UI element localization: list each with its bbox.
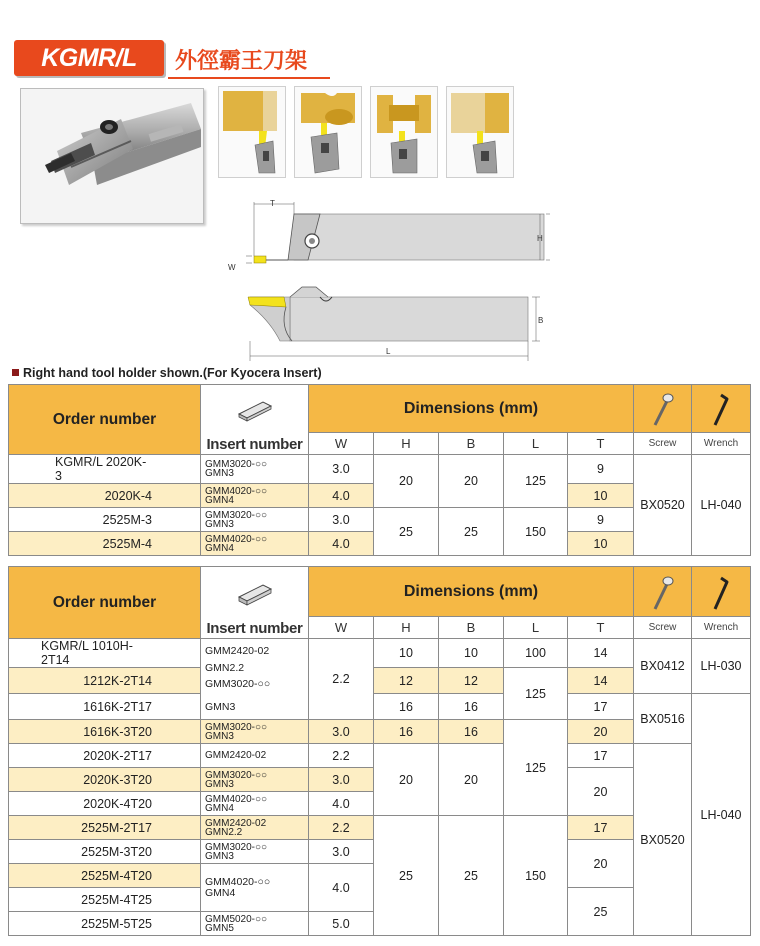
insert-number: GMM3020-○○ GMN3 bbox=[201, 720, 309, 744]
dim-label-b: B bbox=[538, 316, 544, 325]
col-header-l: L bbox=[504, 617, 568, 639]
order-number: 2525M-3 bbox=[9, 508, 201, 532]
dim-w: 4.0 bbox=[309, 792, 374, 816]
insert-number-header: Insert number bbox=[201, 433, 309, 455]
dim-t: 10 bbox=[568, 532, 634, 556]
brand-name: KGMR/L bbox=[41, 44, 137, 72]
dim-w: 2.2 bbox=[309, 816, 374, 840]
col-header-b: B bbox=[439, 617, 504, 639]
wrench-icon-cell bbox=[692, 385, 751, 433]
order-number-header: Order number bbox=[9, 385, 201, 455]
screw-icon-cell bbox=[634, 385, 692, 433]
title-underline bbox=[168, 77, 330, 79]
dim-b: 12 bbox=[439, 668, 504, 694]
dim-h: 16 bbox=[374, 694, 439, 720]
col-header-b: B bbox=[439, 433, 504, 455]
insert-number: GMM2420-02 GMN2.2 bbox=[201, 816, 309, 840]
dim-label-t: T bbox=[270, 199, 275, 208]
dim-t: 17 bbox=[568, 694, 634, 720]
col-header-l: L bbox=[504, 433, 568, 455]
dim-b: 16 bbox=[439, 720, 504, 744]
order-number: 2525M-4T25 bbox=[9, 888, 201, 912]
insert-number: GMM4020-○○ GMN4 bbox=[201, 484, 309, 508]
dim-w: 2.2 bbox=[309, 744, 374, 768]
insert-icon bbox=[235, 396, 275, 422]
dim-h: 25 bbox=[374, 508, 439, 556]
order-number: 1616K-2T17 bbox=[9, 694, 201, 720]
application-view-1 bbox=[218, 86, 286, 178]
insert-number: GMM2420-02 GMN2.2 GMM3020-○○ GMN3 bbox=[201, 639, 309, 720]
dim-w: 4.0 bbox=[309, 532, 374, 556]
dim-t: 20 bbox=[568, 840, 634, 888]
dim-t: 17 bbox=[568, 744, 634, 768]
dim-b: 10 bbox=[439, 639, 504, 668]
dim-l: 100 bbox=[504, 639, 568, 668]
dim-w: 2.2 bbox=[309, 639, 374, 720]
spec-table-1 bbox=[8, 384, 751, 556]
dim-t: 20 bbox=[568, 768, 634, 816]
order-number: 2525M-3T20 bbox=[9, 840, 201, 864]
dim-w: 3.0 bbox=[309, 455, 374, 484]
dim-w: 4.0 bbox=[309, 484, 374, 508]
order-number: 1616K-3T20 bbox=[9, 720, 201, 744]
note-text: Right hand tool holder shown.(For Kyocera Insert) bbox=[23, 366, 322, 380]
insert-icon-cell bbox=[201, 385, 309, 433]
screw-icon-cell bbox=[634, 567, 692, 617]
dim-h: 25 bbox=[374, 816, 439, 936]
dim-l: 125 bbox=[504, 668, 568, 720]
dim-h: 12 bbox=[374, 668, 439, 694]
dim-b: 20 bbox=[439, 744, 504, 816]
col-header-h: H bbox=[374, 617, 439, 639]
col-header-wrench: Wrench bbox=[692, 433, 751, 455]
wrench-icon-cell bbox=[692, 567, 751, 617]
wrench-icon bbox=[709, 573, 733, 611]
dim-t: 9 bbox=[568, 508, 634, 532]
dim-h: 20 bbox=[374, 455, 439, 508]
application-view-2 bbox=[294, 86, 362, 178]
screw-icon bbox=[651, 573, 675, 611]
dim-label-w: W bbox=[228, 263, 236, 272]
side-view-drawing bbox=[240, 283, 560, 370]
dim-t: 17 bbox=[568, 816, 634, 840]
application-views bbox=[218, 86, 514, 178]
table-row bbox=[9, 639, 751, 668]
order-number: 2020K-3T20 bbox=[9, 768, 201, 792]
dim-w: 3.0 bbox=[309, 720, 374, 744]
brand-logo bbox=[14, 40, 164, 76]
screw-part: BX0412 bbox=[634, 639, 692, 694]
dim-w: 3.0 bbox=[309, 768, 374, 792]
insert-number: GMM2420-02 bbox=[201, 744, 309, 768]
insert-number: GMM3020-○○ GMN3 bbox=[201, 840, 309, 864]
dim-label-l: L bbox=[386, 347, 391, 356]
col-header-screw: Screw bbox=[634, 433, 692, 455]
screw-icon bbox=[651, 391, 675, 427]
wrench-part: LH-040 bbox=[692, 455, 751, 556]
dim-t: 25 bbox=[568, 888, 634, 936]
dim-t: 10 bbox=[568, 484, 634, 508]
dim-label-h: H bbox=[537, 234, 543, 243]
dim-w: 3.0 bbox=[309, 508, 374, 532]
screw-part: BX0516 bbox=[634, 694, 692, 744]
application-view-4 bbox=[446, 86, 514, 178]
wrench-part: LH-030 bbox=[692, 639, 751, 694]
insert-icon-cell bbox=[201, 567, 309, 617]
col-header-screw: Screw bbox=[634, 617, 692, 639]
dim-t: 20 bbox=[568, 720, 634, 744]
order-number: 2020K-4T20 bbox=[9, 792, 201, 816]
order-number: 2525M-5T25 bbox=[9, 912, 201, 936]
wrench-icon bbox=[709, 391, 733, 427]
dim-h: 10 bbox=[374, 639, 439, 668]
dim-w: 5.0 bbox=[309, 912, 374, 936]
dim-b: 20 bbox=[439, 455, 504, 508]
insert-number: GMM4020-○○ GMN4 bbox=[201, 864, 309, 912]
table-row bbox=[9, 694, 751, 720]
product-photo bbox=[20, 88, 204, 224]
screw-part: BX0520 bbox=[634, 744, 692, 936]
insert-number: GMM3020-○○ GMN3 bbox=[201, 768, 309, 792]
col-header-w: W bbox=[309, 617, 374, 639]
application-view-3 bbox=[370, 86, 438, 178]
dim-w: 3.0 bbox=[309, 840, 374, 864]
insert-number: GMM4020-○○ GMN4 bbox=[201, 532, 309, 556]
col-header-h: H bbox=[374, 433, 439, 455]
order-number: 1212K-2T14 bbox=[9, 668, 201, 694]
table-row bbox=[9, 744, 751, 768]
insert-number: GMM4020-○○ GMN4 bbox=[201, 792, 309, 816]
dim-l: 150 bbox=[504, 816, 568, 936]
dim-h: 20 bbox=[374, 744, 439, 816]
insert-number-header: Insert number bbox=[201, 617, 309, 639]
order-number: 2525M-4T20 bbox=[9, 864, 201, 888]
order-number: 2020K-2T17 bbox=[9, 744, 201, 768]
wrench-part: LH-040 bbox=[692, 694, 751, 936]
dim-h: 16 bbox=[374, 720, 439, 744]
dim-l: 125 bbox=[504, 720, 568, 816]
insert-icon bbox=[235, 577, 275, 607]
col-header-t: T bbox=[568, 433, 634, 455]
dimensions-header: Dimensions (mm) bbox=[309, 567, 634, 617]
col-header-t: T bbox=[568, 617, 634, 639]
table-row bbox=[9, 455, 751, 484]
col-header-wrench: Wrench bbox=[692, 617, 751, 639]
dimensions-header: Dimensions (mm) bbox=[309, 385, 634, 433]
product-title: 外徑霸王刀架 bbox=[175, 49, 308, 74]
dim-b: 16 bbox=[439, 694, 504, 720]
screw-part: BX0520 bbox=[634, 455, 692, 556]
dim-t: 14 bbox=[568, 668, 634, 694]
order-number: KGMR/L 1010H-2T14 bbox=[9, 639, 201, 668]
top-view-drawing bbox=[216, 196, 556, 285]
spec-table-2 bbox=[8, 566, 751, 936]
order-number: 2525M-2T17 bbox=[9, 816, 201, 840]
insert-number: GMM3020-○○ GMN3 bbox=[201, 455, 309, 484]
order-number: 2525M-4 bbox=[9, 532, 201, 556]
dim-b: 25 bbox=[439, 508, 504, 556]
dim-w: 4.0 bbox=[309, 864, 374, 912]
insert-number: GMM5020-○○ GMN5 bbox=[201, 912, 309, 936]
dim-t: 9 bbox=[568, 455, 634, 484]
order-number: KGMR/L 2020K-3 bbox=[9, 455, 201, 484]
dim-t: 14 bbox=[568, 639, 634, 668]
col-header-w: W bbox=[309, 433, 374, 455]
dim-b: 25 bbox=[439, 816, 504, 936]
dim-l: 150 bbox=[504, 508, 568, 556]
order-number: 2020K-4 bbox=[9, 484, 201, 508]
dim-l: 125 bbox=[504, 455, 568, 508]
note-bullet bbox=[12, 369, 19, 376]
holder-note bbox=[12, 366, 322, 380]
insert-number: GMM3020-○○ GMN3 bbox=[201, 508, 309, 532]
order-number-header: Order number bbox=[9, 567, 201, 639]
